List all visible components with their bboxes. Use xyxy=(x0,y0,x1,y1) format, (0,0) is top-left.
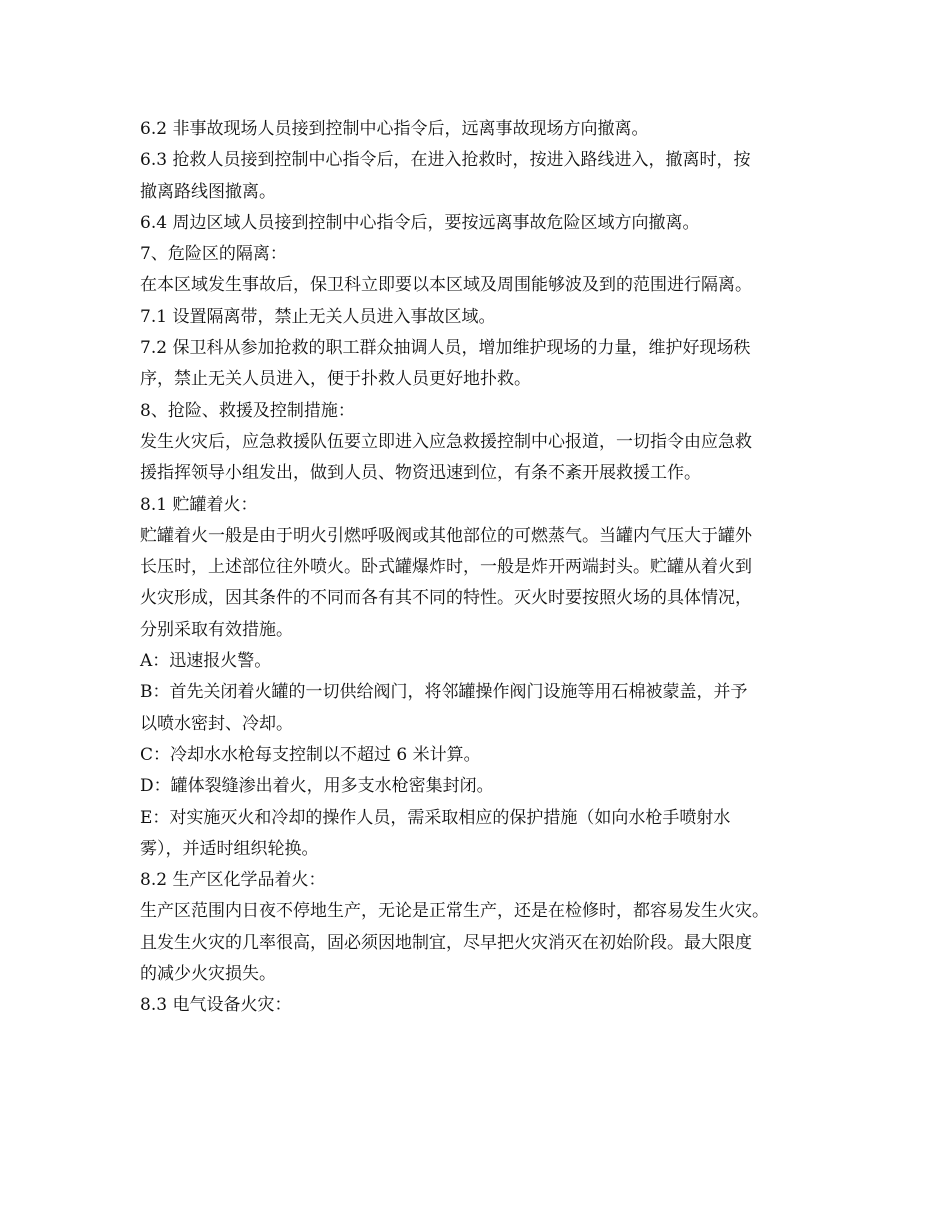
text-line: 火灾形成，因其条件的不同而各有其不同的特性。灭火时要按照火场的具体情况， xyxy=(140,588,752,609)
section-heading: 8、抢险、救援及控制措施： xyxy=(140,400,355,421)
text-line: 分别采取有效措施。 xyxy=(140,619,293,640)
text-line: 7.1 设置隔离带，禁止无关人员进入事故区域。 xyxy=(140,306,496,327)
text-line: 援指挥领导小组发出，做到人员、物资迅速到位，有条不紊开展救援工作。 xyxy=(140,463,701,484)
text-line: 在本区域发生事故后，保卫科立即要以本区域及周围能够波及到的范围进行隔离。 xyxy=(140,275,752,296)
text-line: 贮罐着火一般是由于明火引燃呼吸阀或其他部位的可燃蒸气。当罐内气压大于罐外 xyxy=(140,525,752,546)
text-line: 生产区范围内日夜不停地生产，无论是正常生产，还是在检修时，都容易发生火灾。 xyxy=(140,901,769,922)
subsection-heading: 8.1 贮罐着火： xyxy=(140,494,258,515)
text-line: 雾），并适时组织轮换。 xyxy=(140,838,319,859)
list-item: C：冷却水水枪每支控制以不超过 6 米计算。 xyxy=(140,744,481,765)
list-item: A：迅速报火警。 xyxy=(140,651,272,672)
text-line: 6.2 非事故现场人员接到控制中心指令后，远离事故现场方向撤离。 xyxy=(140,119,649,139)
text-line: 序，禁止无关人员进入，便于扑救人员更好地扑救。 xyxy=(140,369,531,390)
section-heading: 7、危险区的隔离： xyxy=(140,244,287,265)
text-line: 发生火灾后，应急救援队伍要立即进入应急救援控制中心报道，一切指令由应急救 xyxy=(140,431,752,452)
text-line: 且发生火灾的几率很高，固必须因地制宜，尽早把火灾消灭在初始阶段。最大限度 xyxy=(140,932,752,953)
text-line: 的减少火灾损失。 xyxy=(140,964,276,985)
text-line: 6.4 周边区域人员接到控制中心指令后，要按远离事故危险区域方向撤离。 xyxy=(140,212,700,233)
text-line: 7.2 保卫科从参加抢救的职工群众抽调人员，增加维护现场的力量，维护好现场秩 xyxy=(140,338,751,359)
document-body xyxy=(140,114,830,1022)
text-line: 撤离路线图撤离。 xyxy=(140,181,276,202)
subsection-heading: 8.2 生产区化学品着火： xyxy=(140,870,326,891)
list-item: B：首先关闭着火罐的一切供给阀门，将邻罐操作阀门设施等用石棉被蒙盖，并予 xyxy=(140,682,748,703)
text-line: 6.3 抢救人员接到控制中心指令后，在进入抢救时，按进入路线进入，撤离时，按 xyxy=(140,150,751,171)
list-item: E：对实施灭火和冷却的操作人员，需采取相应的保护措施（如向水枪手喷射水 xyxy=(140,807,731,828)
subsection-heading: 8.3 电气设备火灾： xyxy=(140,995,292,1016)
text-line: 以喷水密封、冷却。 xyxy=(140,713,293,734)
text-line: 长压时，上述部位往外喷火。卧式罐爆炸时，一般是炸开两端封头。贮罐从着火到 xyxy=(140,557,752,578)
list-item: D：罐体裂缝渗出着火，用多支水枪密集封闭。 xyxy=(140,776,494,797)
